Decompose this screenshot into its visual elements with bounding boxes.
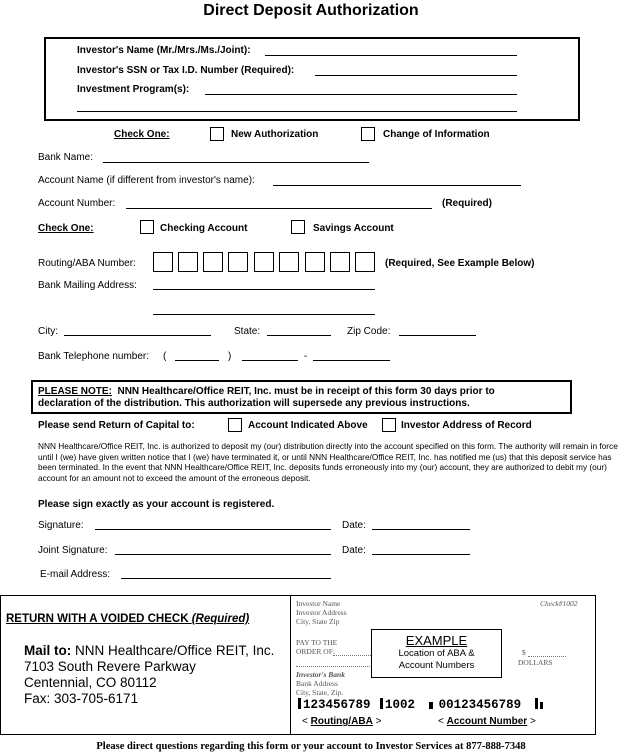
date-label: Date: — [342, 520, 366, 531]
date-field[interactable] — [372, 529, 470, 530]
micr-symbol-onus — [380, 698, 383, 709]
check-dollars: DOLLARS — [518, 658, 553, 667]
investment-program-label: Investment Program(s): — [77, 84, 190, 95]
joint-signature-field[interactable] — [115, 554, 331, 555]
check-one-label: Check One: — [114, 129, 170, 140]
routing-caption-lt: < — [302, 716, 308, 727]
check-amount-line — [528, 656, 566, 657]
routing-digit-2[interactable] — [178, 252, 198, 272]
please-note-text-1: NNN Healthcare/Office REIT, Inc. must be in receipt of this form 30 days prior to — [117, 386, 495, 397]
routing-digit-4[interactable] — [228, 252, 248, 272]
sign-instruction: Please sign exactly as your account is registered. — [38, 499, 275, 510]
savings-account-checkbox[interactable] — [291, 220, 305, 234]
micr-account: 00123456789 — [438, 698, 522, 712]
phone-dash: - — [304, 351, 308, 362]
routing-caption-text: Routing/ABA — [310, 716, 373, 727]
mail-city-state-zip: Centennial, CO 80112 — [24, 675, 157, 690]
email-label: E-mail Address: — [40, 569, 111, 580]
check-bank-name: Investor's Bank — [296, 670, 345, 679]
example-title: EXAMPLE — [405, 633, 468, 648]
bank-name-field[interactable] — [103, 162, 369, 163]
investor-address-label: Investor Address of Record — [401, 420, 532, 431]
checking-account-label: Checking Account — [160, 223, 248, 234]
investor-ssn-field[interactable] — [315, 75, 517, 76]
account-name-label: Account Name (if different from investor's name): — [38, 175, 255, 186]
investor-name-label: Investor's Name (Mr./Mrs./Ms./Joint): — [77, 45, 251, 56]
micr-routing: 123456789 — [303, 698, 371, 712]
investment-program-field-2[interactable] — [77, 111, 517, 112]
account-number-field[interactable] — [126, 208, 432, 209]
phone-line-field[interactable] — [313, 360, 390, 361]
date-field-2[interactable] — [372, 554, 470, 555]
signature-field[interactable] — [95, 529, 331, 530]
example-line2: Account Numbers — [398, 660, 475, 671]
routing-note: (Required, See Example Below) — [385, 258, 535, 269]
micr-line — [298, 698, 545, 712]
check-pay-to: PAY TO THE — [296, 638, 338, 647]
zip-field[interactable] — [399, 335, 476, 336]
signature-label: Signature: — [38, 520, 84, 531]
check-written-amount-line — [296, 666, 370, 667]
state-field[interactable] — [267, 335, 331, 336]
account-caption-text: Account Number — [446, 716, 528, 727]
investor-ssn-label: Investor's SSN or Tax I.D. Number (Required): — [77, 65, 295, 76]
checking-account-checkbox[interactable] — [140, 220, 154, 234]
routing-digit-8[interactable] — [330, 252, 350, 272]
savings-account-label: Savings Account — [313, 223, 394, 234]
routing-caption — [302, 716, 381, 727]
check-dollar-sign: $ — [522, 648, 526, 657]
check-number: Check#1002 — [540, 599, 578, 608]
please-note-line1 — [38, 386, 495, 397]
date-label-2: Date: — [342, 545, 366, 556]
new-authorization-checkbox[interactable] — [210, 127, 224, 141]
authorization-paragraph: NNN Healthcare/Office REIT, Inc. is authorized to deposit my (our) distribution directly into the account specified on this form. The authority will remain in force until I (we) have given written notice that I (we) have terminated it, or until NNN Healthcare/Office REIT, Inc. has notified me (us) that this deposit service has been terminated. In the event that NNN Healthcare/Office REIT, Inc. deposits funds erroneously into my (our) account, they are authorized to debit my (our) account for an amount not to exceed the amount of the erroneous deposit. — [38, 441, 618, 483]
routing-digit-3[interactable] — [203, 252, 223, 272]
investor-address-checkbox[interactable] — [382, 418, 396, 432]
new-authorization-label: New Authorization — [231, 129, 319, 140]
check-investor-city: City, State Zip — [296, 617, 340, 626]
phone-paren-close: ) — [228, 351, 232, 362]
mail-to-name: NNN Healthcare/Office REIT, Inc. — [75, 643, 275, 658]
phone-area-code-field[interactable] — [175, 360, 219, 361]
bank-mailing-address-field-2[interactable] — [153, 314, 375, 315]
change-of-information-checkbox[interactable] — [361, 127, 375, 141]
investment-program-field[interactable] — [205, 94, 517, 95]
investor-name-field[interactable] — [265, 55, 517, 56]
check-one-account-type-label: Check One: — [38, 223, 94, 234]
phone-paren-open: ( — [163, 351, 167, 362]
account-name-field[interactable] — [273, 185, 521, 186]
phone-prefix-field[interactable] — [242, 360, 298, 361]
mail-fax: Fax: 303-705-6171 — [24, 691, 139, 706]
page-title: Direct Deposit Authorization — [203, 2, 419, 19]
check-investor-address: Investor Address — [296, 608, 347, 617]
account-indicated-label: Account Indicated Above — [248, 420, 368, 431]
micr-check: 1002 — [385, 698, 416, 712]
mail-to-label: Mail to: — [24, 643, 72, 658]
routing-label: Routing/ABA Number: — [38, 258, 136, 269]
email-field[interactable] — [121, 578, 331, 579]
check-bank-city: City, State, Zip. — [296, 688, 344, 697]
return-with-voided-check — [6, 613, 249, 625]
zip-label: Zip Code: — [347, 326, 391, 337]
bank-phone-label: Bank Telephone number: — [38, 351, 150, 362]
change-of-information-label: Change of Information — [383, 129, 490, 140]
account-caption — [438, 716, 536, 727]
routing-caption-gt: > — [375, 716, 382, 727]
city-field[interactable] — [64, 335, 211, 336]
micr-symbol-end — [535, 698, 538, 709]
account-indicated-checkbox[interactable] — [228, 418, 242, 432]
micr-symbol-end-2 — [540, 702, 543, 709]
state-label: State: — [234, 326, 261, 337]
account-caption-lt: < — [438, 716, 444, 727]
return-capital-label: Please send Return of Capital to: — [38, 420, 195, 431]
please-note-line2: declaration of the distribution. This authorization will supersede any previous instructions. — [38, 398, 470, 409]
check-investor-name: Investor Name — [296, 599, 341, 608]
routing-digit-6[interactable] — [279, 252, 299, 272]
return-prefix: RETURN WITH A VOIDED CHECK — [6, 613, 189, 625]
bank-name-label: Bank Name: — [38, 152, 94, 163]
routing-digit-1[interactable] — [153, 252, 173, 272]
mail-to-line — [24, 643, 274, 658]
joint-signature-label: Joint Signature: — [38, 545, 108, 556]
return-required: (Required) — [191, 613, 250, 625]
account-number-label: Account Number: — [38, 198, 116, 209]
bank-mailing-address-field[interactable] — [153, 289, 375, 290]
bank-mailing-address-label: Bank Mailing Address: — [38, 280, 137, 291]
footer-note: Please direct questions regarding this form or your account to Investor Services at 877-888-7348 — [96, 741, 526, 752]
check-bank-address: Bank Address — [296, 679, 338, 688]
please-note-heading: PLEASE NOTE: — [38, 386, 112, 397]
example-line1: Location of ABA & — [398, 648, 475, 659]
account-caption-gt: > — [529, 716, 536, 727]
micr-symbol-transit — [298, 698, 301, 709]
account-number-required: (Required) — [442, 198, 492, 209]
routing-digit-5[interactable] — [254, 252, 274, 272]
city-label: City: — [38, 326, 58, 337]
micr-symbol-dash — [429, 702, 433, 709]
check-payee-line — [333, 655, 373, 656]
routing-digit-7[interactable] — [305, 252, 325, 272]
routing-digit-9[interactable] — [355, 252, 375, 272]
mail-street: 7103 South Revere Parkway — [24, 659, 196, 674]
example-box — [371, 629, 502, 678]
check-order-of: ORDER OF: — [296, 647, 335, 656]
